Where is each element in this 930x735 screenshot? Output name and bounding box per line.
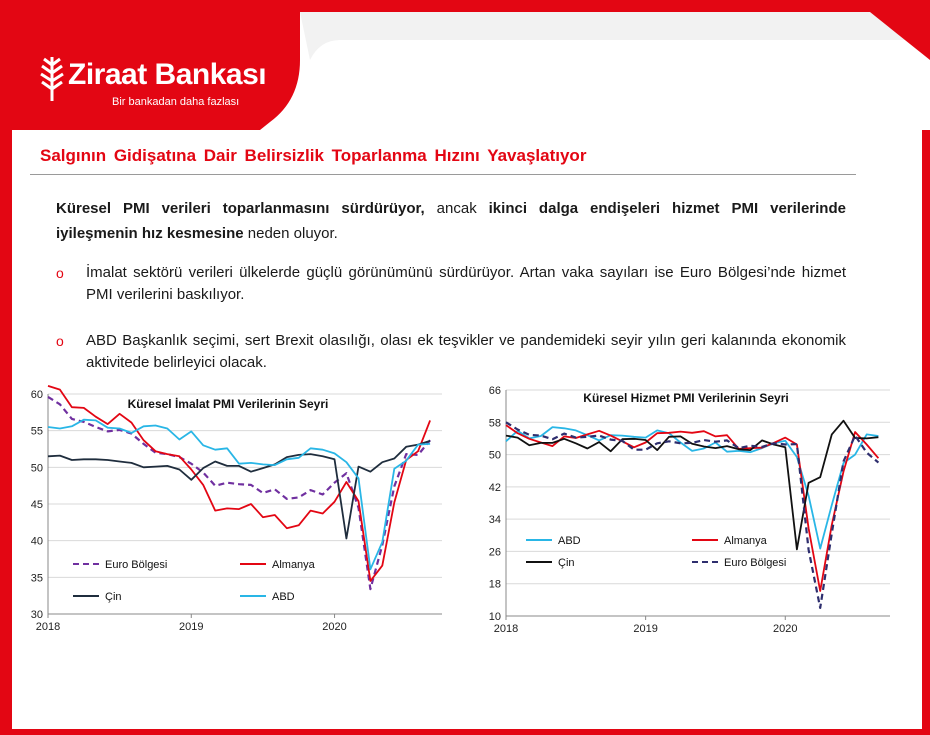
legend-label: Çin <box>558 557 575 569</box>
series-line-1 <box>506 427 878 548</box>
y-tick-label: 42 <box>488 481 501 494</box>
x-tick-label: 2018 <box>35 621 61 633</box>
brand-name: Ziraat Bankası <box>68 58 267 91</box>
intro-bold-1: Küresel PMI verileri toparlanmasını sürdürüyor, <box>56 200 425 217</box>
bullet-marker-2: o <box>56 333 64 349</box>
slide-title: Salgının Gidişatına Dair Belirsizlik Toparlanma Hızını Yavaşlatıyor <box>40 146 587 165</box>
intro-bold-2: ikinci dalga endişeleri hizmet PMI verilerinde iyileşmenin hız kesmesine <box>56 200 846 242</box>
y-tick-label: 30 <box>30 609 43 621</box>
y-tick-label: 34 <box>488 514 501 527</box>
services-pmi-chart <box>466 382 914 640</box>
series-line-3 <box>48 441 430 539</box>
legend-label: Euro Bölgesi <box>105 559 168 571</box>
wheat-logo-icon <box>38 55 66 103</box>
bullet-marker-1: o <box>56 265 64 281</box>
bottom-red-border <box>0 729 930 735</box>
x-tick-label: 2018 <box>493 623 519 635</box>
legend-label: Çin <box>105 591 122 603</box>
x-tick-label: 2020 <box>773 623 798 635</box>
bullet-text-2: ABD Başkanlık seçimi, sert Brexit olasılığı, olası ek teşvikler ve pandemideki seyir yılın geri kalanında ekonomik aktivitede belirleyici olacak. <box>86 332 846 371</box>
chart-title: Küresel Hizmet PMI Verilerinin Seyri <box>583 391 789 405</box>
right-red-border <box>922 130 930 735</box>
intro-text-1: ancak <box>424 200 489 217</box>
series-line-4 <box>48 420 430 570</box>
intro-text-2: neden oluyor. <box>243 225 338 242</box>
left-red-border <box>0 130 12 735</box>
legend-label: Almanya <box>272 559 315 571</box>
series-line-3 <box>506 421 878 550</box>
y-tick-label: 55 <box>30 425 43 438</box>
y-tick-label: 40 <box>30 535 43 548</box>
legend-label: Euro Bölgesi <box>724 557 787 569</box>
bullet-text-1: İmalat sektörü verileri ülkelerde güçlü görünümünü sürdürüyor. Artan vaka sayıları ise Euro Bölgesi’nde hizmet PMI verilerini baskılıyor. <box>86 264 846 303</box>
y-tick-label: 18 <box>488 578 501 591</box>
x-tick-label: 2020 <box>322 621 347 633</box>
y-tick-label: 50 <box>30 462 43 475</box>
y-tick-label: 60 <box>30 389 43 401</box>
y-tick-label: 58 <box>488 417 501 430</box>
y-tick-label: 66 <box>488 385 501 397</box>
legend-label: Almanya <box>724 535 767 547</box>
y-tick-label: 35 <box>30 572 43 585</box>
legend-label: ABD <box>272 591 295 603</box>
intro-paragraph <box>56 196 846 246</box>
manufacturing-pmi-chart <box>18 382 450 640</box>
title-divider <box>30 174 856 175</box>
x-tick-label: 2019 <box>633 623 658 635</box>
brand-tagline: Bir bankadan daha fazlası <box>112 96 240 108</box>
chart-title: Küresel İmalat PMI Verilerinin Seyri <box>127 397 329 411</box>
x-tick-label: 2019 <box>179 621 204 633</box>
legend-label: ABD <box>558 535 581 547</box>
y-tick-label: 45 <box>30 499 43 511</box>
y-tick-label: 10 <box>488 611 501 623</box>
y-tick-label: 26 <box>488 546 501 559</box>
y-tick-label: 50 <box>488 449 501 462</box>
